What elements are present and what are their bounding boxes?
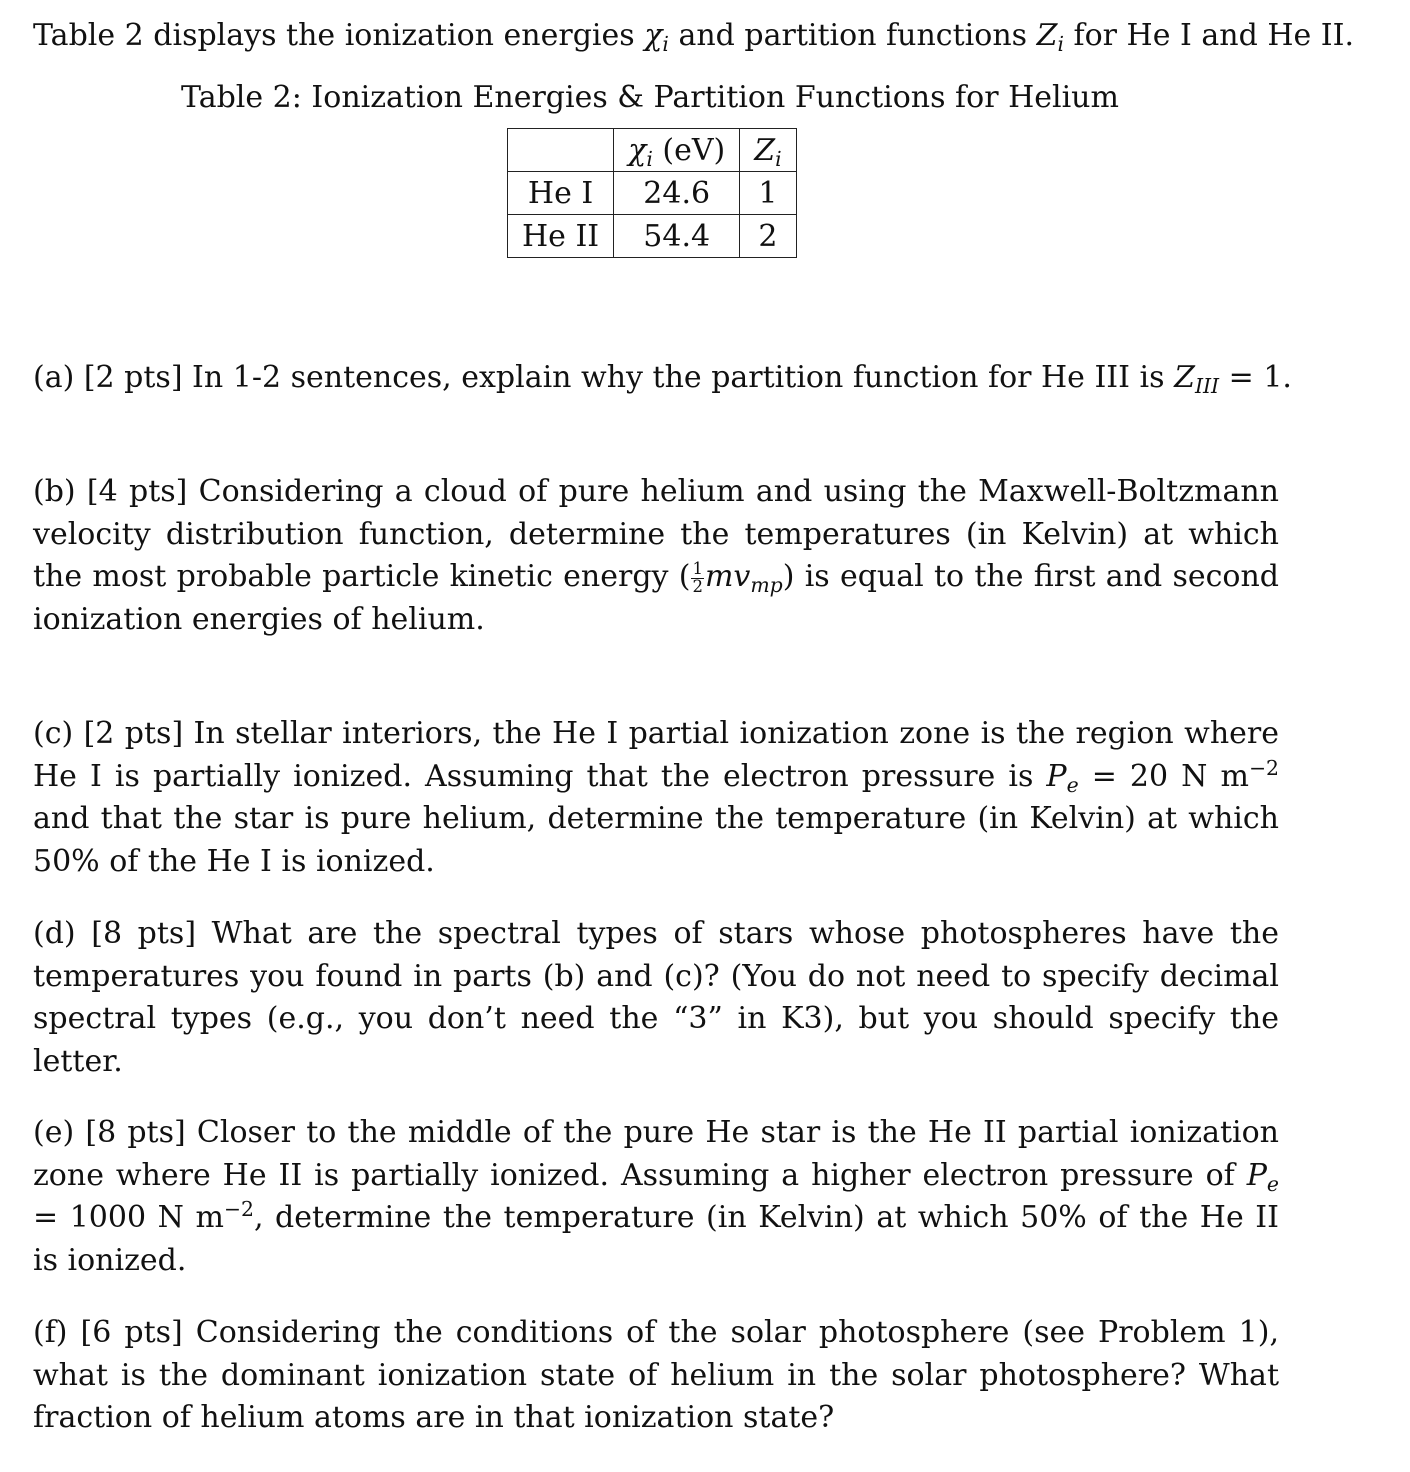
table-caption: Table 2: Ionization Energies & Partition Functions for Helium [181, 80, 1119, 115]
part-c: (c) [2 pts] In stellar interiors, the He I partial ionization zone is the region where He I is partially ionized. Assuming that the electron pressure is $P_e = 20$ N $m^{-2}$ and that the star is pure helium, determine the temperature (in Kelvin) at which 50% of the He I is ionized. [33, 716, 1279, 879]
intro-text-3: for He I and He II. [1063, 18, 1355, 53]
intro-sentence [33, 15, 1355, 58]
table-header-chi: $\chi_i$ (eV) [614, 129, 740, 172]
part-f: (f) [6 pts] Considering the conditions of the solar photosphere (see Problem 1), what is the dominant ionization state of helium in the solar photosphere? What fraction of helium atoms are in that ionization state? [33, 1315, 1279, 1435]
part-b: (b) [4 pts] Considering a cloud of pure helium and using the Maxwell-Boltzmann velocity distribution function, determine the temperatures (in Kelvin) at which the most probable particle kinetic energy ( $\frac{1}{2}$ $mv_{mp}$) is equal to the first and second ionization energies of helium. [33, 474, 1279, 637]
table-header-z: $Z_i$ [740, 129, 796, 172]
one-half-fraction: $\frac{1}{2}$ [692, 559, 703, 596]
table-row [508, 172, 797, 215]
table-header-row [508, 129, 797, 172]
part-a: (a) [2 pts] In 1-2 sentences, explain why the partition function for He III is $Z_{III} = 1$. [33, 360, 1292, 399]
row-z-value: 2 [740, 215, 796, 258]
chi-subscript: i [662, 32, 669, 57]
chi-symbol: χ [644, 18, 663, 53]
row-chi-value: 54.4 [614, 215, 740, 258]
row-label: He II [508, 215, 614, 258]
part-e: (e) [8 pts] Closer to the middle of the pure He star is the He II partial ionization zone where He II is partially ionized. Assuming a higher electron pressure of $P_e = 1000$ N $m^{-2}$, determine the temperature (in Kelvin) at which 50% of the He II is ionized. [33, 1115, 1279, 1278]
table-row [508, 215, 797, 258]
row-label: He I [508, 172, 614, 215]
row-z-value: 1 [740, 172, 796, 215]
part-d: (d) [8 pts] What are the spectral types of stars whose photospheres have the temperatures you found in parts (b) and (c)? (You do not need to specify decimal spectral types (e.g., you don’t need the “3” in K3), but you should specify the letter. [33, 916, 1279, 1079]
intro-text-2: and partition functions [668, 18, 1037, 53]
z-symbol: Z [1036, 18, 1058, 53]
intro-text-1: Table 2 displays the ionization energies [33, 18, 645, 53]
z-subscript: i [1057, 32, 1064, 57]
table-header-empty-cell [508, 129, 614, 172]
ionization-table [507, 128, 797, 258]
row-chi-value: 24.6 [614, 172, 740, 215]
